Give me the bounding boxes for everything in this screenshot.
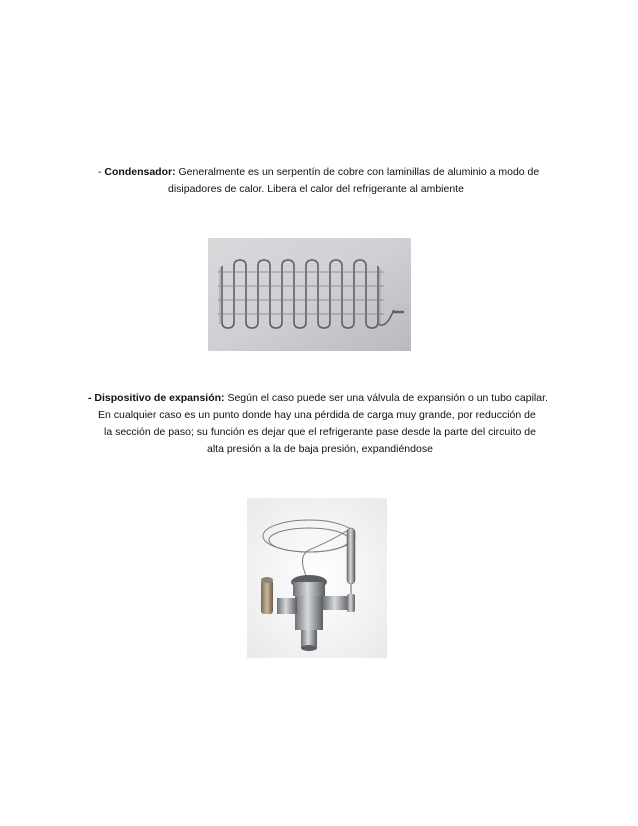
expansion-label: - Dispositivo de expansión: — [88, 392, 225, 404]
condensador-line-1 — [98, 166, 539, 179]
condensador-line-2: disipadores de calor. Libera el calor del refrigerante al ambiente — [168, 183, 464, 195]
list-dash: - — [98, 166, 105, 178]
condenser-image — [208, 238, 411, 351]
expansion-line-1 — [88, 392, 548, 405]
expansion-line-3: la sección de paso; su función es dejar que el refrigerante pase desde la parte del circuito de — [104, 426, 536, 438]
expansion-valve-image — [247, 498, 387, 658]
expansion-line-2: En cualquier caso es un punto donde hay una pérdida de carga muy grande, por reducción de — [98, 409, 536, 421]
condensador-text-1: Generalmente es un serpentín de cobre con laminillas de aluminio a modo de — [175, 166, 540, 178]
condensador-label: Condensador: — [104, 166, 176, 178]
expansion-line-4: alta presión a la de baja presión, expandiéndose — [207, 443, 433, 455]
expansion-text-1: Según el caso puede ser una válvula de expansión o un tubo capilar. — [224, 392, 548, 404]
